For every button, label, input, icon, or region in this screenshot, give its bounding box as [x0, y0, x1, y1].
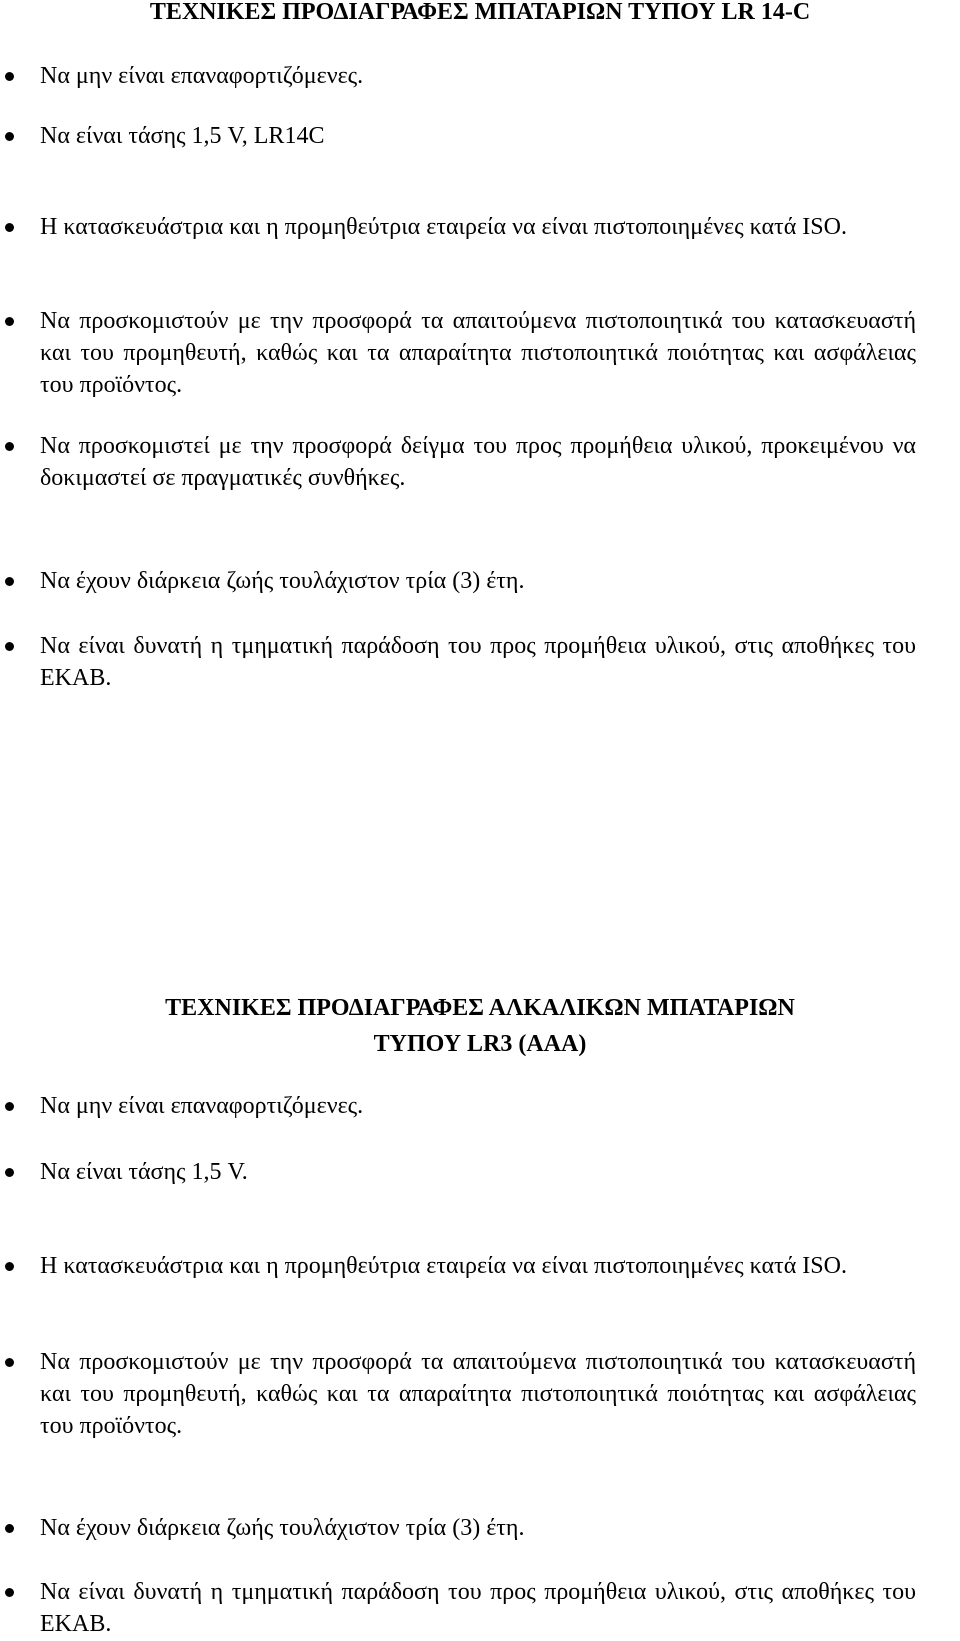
- list-item: [40, 1090, 916, 1122]
- list-item-text: Να είναι τάσης 1,5 V, LR14C: [40, 123, 325, 149]
- list-item-text: Να προσκομιστούν με την προσφορά τα απαιτούμενα πιστοποιητικά του κατασκευαστή και του προμηθευτή, καθώς και τα απαραίτητα πιστοποιητικά ποιότητας και ασφάλειας του προϊόντος.: [40, 1349, 916, 1439]
- bullet-icon: [5, 442, 14, 451]
- list-item: [40, 1346, 916, 1442]
- bullet-icon: [5, 132, 14, 141]
- section2-title-line2: ΤΥΠΟΥ LR3 (AAA): [373, 1031, 587, 1057]
- section2-title-line1: ΤΕΧΝΙΚΕΣ ΠΡΟΔΙΑΓΡΑΦΕΣ ΑΛΚΑΛΙΚΩΝ ΜΠΑΤΑΡΙΩΝ: [165, 995, 795, 1021]
- list-item-text: Να έχουν διάρκεια ζωής τουλάχιστον τρία (3) έτη.: [40, 568, 525, 594]
- list-item: [40, 211, 916, 243]
- list-item: [40, 430, 916, 494]
- bullet-icon: [5, 1358, 14, 1367]
- list-item: [40, 305, 916, 401]
- list-item-text: Να μην είναι επαναφορτιζόμενες.: [40, 63, 364, 89]
- list-item: [40, 1576, 916, 1640]
- list-item-text: Να προσκομιστούν με την προσφορά τα απαιτούμενα πιστοποιητικά του κατασκευαστή και του προμηθευτή, καθώς και τα απαραίτητα πιστοποιητικά ποιότητας και ασφάλειας του προϊόντος.: [40, 308, 916, 398]
- list-item: [40, 1156, 916, 1188]
- bullet-icon: [5, 223, 14, 232]
- bullet-icon: [5, 1102, 14, 1111]
- list-item-text: Να είναι δυνατή η τμηματική παράδοση του προς προμήθεια υλικού, στις αποθήκες του ΕΚΑΒ.: [40, 1579, 916, 1637]
- list-item-text: Η κατασκευάστρια και η προμηθεύτρια εταιρεία να είναι πιστοποιημένες κατά ISO.: [40, 214, 847, 240]
- list-item: [40, 630, 916, 694]
- bullet-icon: [5, 72, 14, 81]
- bullet-icon: [5, 577, 14, 586]
- list-item: [40, 1250, 916, 1282]
- list-item: [40, 120, 916, 152]
- list-item-text: Να προσκομιστεί με την προσφορά δείγμα του προς προμήθεια υλικού, προκειμένου να δοκιμαστεί σε πραγματικές συνθήκες.: [40, 433, 916, 491]
- bullet-icon: [5, 1262, 14, 1271]
- bullet-icon: [5, 1524, 14, 1533]
- bullet-icon: [5, 1588, 14, 1597]
- list-item-text: Η κατασκευάστρια και η προμηθεύτρια εταιρεία να είναι πιστοποιημένες κατά ISO.: [40, 1253, 847, 1279]
- list-item-text: Να έχουν διάρκεια ζωής τουλάχιστον τρία (3) έτη.: [40, 1515, 525, 1541]
- bullet-icon: [5, 317, 14, 326]
- list-item: [40, 565, 916, 597]
- bullet-icon: [5, 1168, 14, 1177]
- list-item-text: Να μην είναι επαναφορτιζόμενες.: [40, 1093, 364, 1119]
- list-item: [40, 1512, 916, 1544]
- list-item-text: Να είναι τάσης 1,5 V.: [40, 1159, 248, 1185]
- section1-title: ΤΕΧΝΙΚΕΣ ΠΡΟΔΙΑΓΡΑΦΕΣ ΜΠΑΤΑΡΙΩΝ ΤΥΠΟΥ LR 14-C: [149, 0, 811, 25]
- list-item-text: Να είναι δυνατή η τμηματική παράδοση του προς προμήθεια υλικού, στις αποθήκες του ΕΚΑΒ.: [40, 633, 916, 691]
- bullet-icon: [5, 642, 14, 651]
- list-item: [40, 60, 916, 92]
